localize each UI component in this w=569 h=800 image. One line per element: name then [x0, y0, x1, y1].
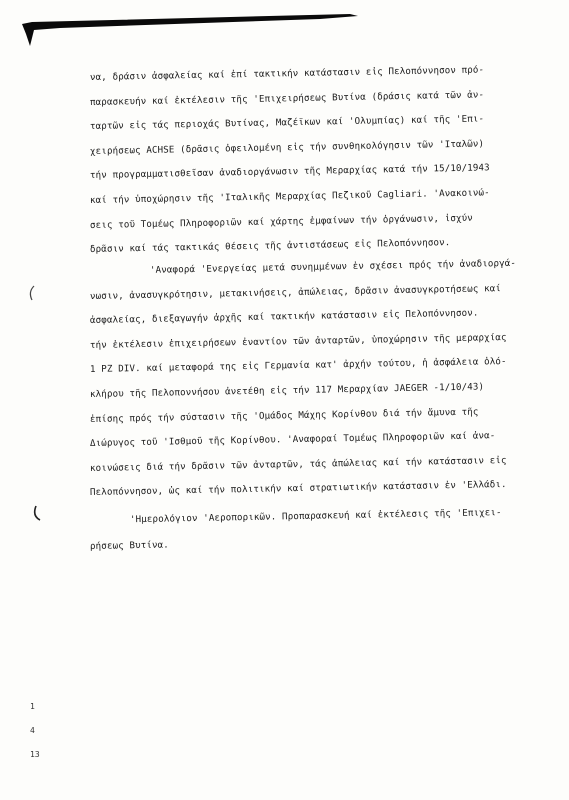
margin-number: 1 — [30, 702, 35, 711]
text-line: σεις τοῦ Τομέως Πληροφοριῶν καί χάρτης ἐμφαίνων τήν ὀργάνωσιν, ἰσχύν — [89, 212, 473, 231]
text-line: ἐπίσης πρός τήν σύστασιν τῆς 'Ομάδος Μάχης Κορίνθου διά τήν ἄμυνα τῆς — [89, 406, 479, 425]
margin-punch-marks — [20, 280, 50, 540]
text-line: ἀσφαλείας, διεξαγωγήν ἀρχῆς καί τακτικήν κατάστασιν εἰς Πελοπόννησον. — [89, 307, 479, 327]
text-line: κλήρου τῆς Πελοποννήσου ἀνετέθη εἰς τήν 117 Μεραρχίαν JAEGER -1/10/43) — [89, 381, 485, 400]
text-line: ταρτῶν εἰς τάς περιοχάς Βυτίνας, Μαζέϊκων καί 'Ολυμπίας) καί τῆς 'Επι- — [89, 113, 485, 133]
text-line: νωσιν, ἀνασυγκρότησιν, μετακινήσεις, ἀπώλειας, δρᾶσιν ἀνασυγκροτήσεως καί — [89, 282, 502, 302]
text-line: Διώρυγος τοῦ 'Ισθμοῦ τῆς Κορίνθου. 'Αναφοραί Τομέως Πληροφοριῶν καί ἀνα- — [89, 430, 496, 450]
text-line: τήν προγραμματισθεῖσαν ἀναδιοργάνωσιν τῆς Μεραρχίας κατά τήν 15/10/1943 — [89, 162, 490, 182]
margin-number: 4 — [30, 726, 35, 735]
text-line: δρᾶσιν καί τάς τακτικάς θέσεις τῆς ἀντιστάσεως εἰς Πελοπόννησον. — [89, 237, 451, 256]
paragraph-3 — [89, 507, 510, 567]
text-line: τήν ἐκτέλεσιν ἐπιχειρήσεων ἐναντίον τῶν ἀνταρτῶν, ὑποχώρησιν τῆς μεραρχίας — [89, 331, 507, 351]
text-line: παρασκευήν καί ἐκτέλεσιν τῆς 'Επιχειρήσεως Βυτίνα (δράσις κατά τῶν ἀν- — [89, 89, 485, 108]
margin-numbers — [30, 695, 40, 767]
text-line: καί τήν ὑποχώρησιν τῆς 'Ιταλικῆς Μεραρχίας Πεζικοῦ Cagliari. 'Ανακοινώ- — [89, 187, 490, 206]
text-line: να, δράσιν ἀσφαλείας καί ἐπί τακτικήν κατάστασιν εἰς Πελοπόννησον πρό- — [89, 64, 485, 83]
scan-marker-stroke — [20, 6, 360, 48]
text-line: ρήσεως Βυτίνα. — [89, 539, 169, 552]
text-line: κοινώσεις διά τήν δρᾶσιν τῶν ἀνταρτῶν, τάς ἀπώλειας καί τήν κατάστασιν εἰς — [89, 454, 507, 474]
text-line: 1 PZ DIV. καί μεταφορά της εἰς Γερμανία κατ' ἀρχήν τούτου, ἡ ἀσφάλεια ὁλό- — [89, 356, 507, 376]
text-line: 'Ημερολόγιον 'Αεροπορικῶν. Προπαρασκευή καί ἐκτέλεσις τῆς 'Επιχει- — [129, 507, 502, 526]
text-line: χειρήσεως ACHSE (δρᾶσις ὀφειλομένη εἰς τήν συνθηκολόγησιν τῶν 'Ιταλῶν) — [89, 138, 485, 157]
text-line: Πελοπόννησον, ὡς καί τήν πολιτικήν καί στρατιωτικήν κατάστασιν ἐν 'Ελλάδι. — [89, 479, 507, 499]
paragraph-1 — [89, 64, 510, 269]
paragraph-2 — [89, 257, 517, 512]
text-line: 'Αναφορά 'Ενεργείας μετά συνημμένων ἐν σχέσει πρός τήν ἀναδιοργά- — [149, 257, 517, 276]
margin-number: 13 — [30, 750, 40, 759]
